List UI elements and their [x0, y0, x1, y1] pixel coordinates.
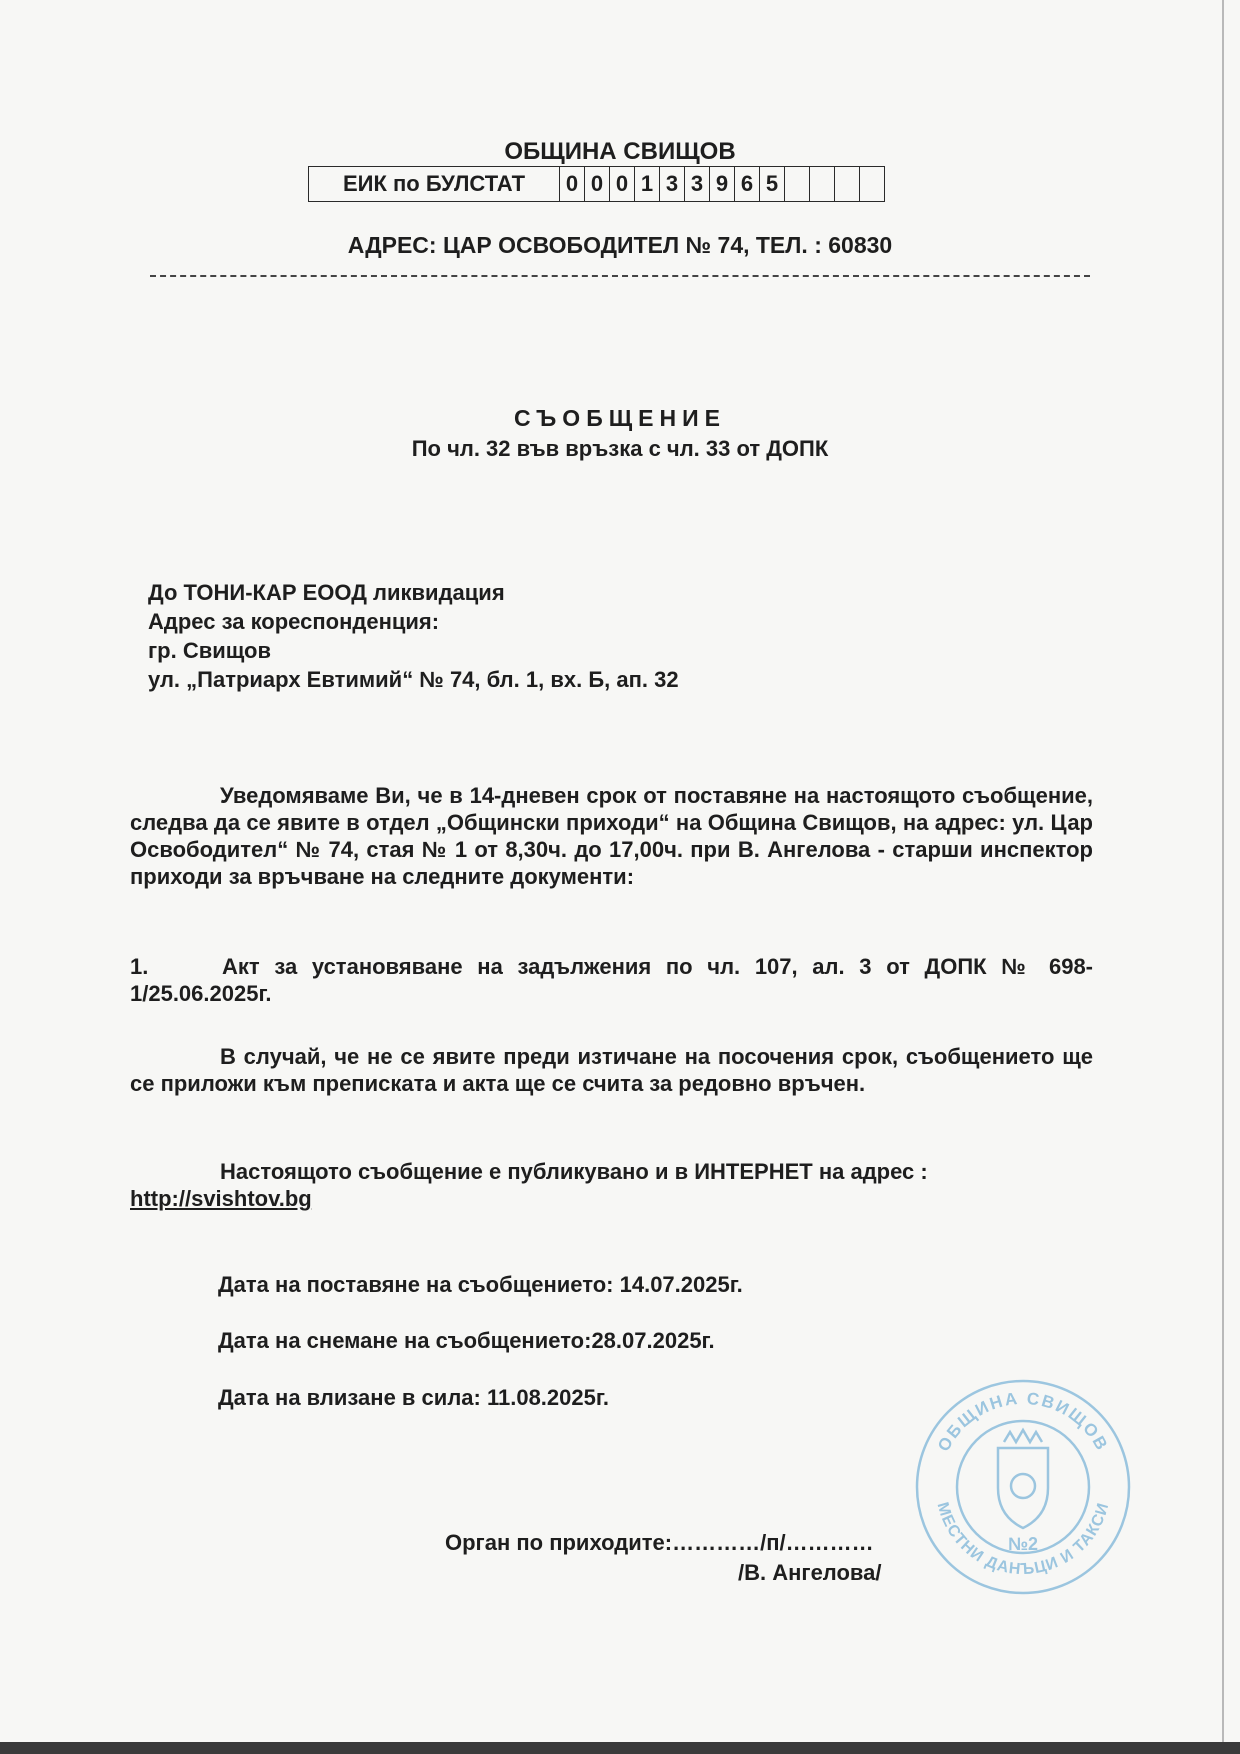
eik-digit: 6	[735, 167, 760, 202]
eik-digit	[835, 167, 860, 202]
publication-text: Настоящото съобщение е публикувано и в ИНТЕРНЕТ на адрес :	[220, 1159, 928, 1184]
signer-name: /В. Ангелова/	[738, 1560, 882, 1585]
document-title: СЪОБЩЕНИЕ	[514, 405, 726, 431]
header-divider	[150, 275, 1090, 277]
header-address: АДРЕС: ЦАР ОСВОБОДИТЕЛ № 74, ТЕЛ. : 60830	[347, 232, 893, 258]
eik-digit	[785, 167, 810, 202]
recipient-address-label: Адрес за кореспонденция:	[148, 609, 440, 634]
svg-text:ОБЩИНА СВИЩОВ: ОБЩИНА СВИЩОВ	[934, 1388, 1113, 1455]
document-list-item	[130, 953, 1093, 1007]
eik-digit: 1	[635, 167, 660, 202]
recipient-city: гр. Свищов	[148, 638, 271, 663]
svg-text:№2: №2	[1007, 1534, 1039, 1554]
eik-digit: 5	[760, 167, 785, 202]
scan-edge-right	[1222, 0, 1224, 1754]
list-item-number: 1.	[130, 954, 149, 979]
eik-digit: 0	[560, 167, 585, 202]
notice-paragraph: Уведомяваме Ви, че в 14-дневен срок от поставяне на настоящото съобщение, следва да се явите в отдел „Общински приходи“ на Община Свищов, на адрес: ул. Цар Освободител“ № 74, стая № 1 от 8,30ч. до 17,00ч. при В. Ангелова - старши инспектор приходи за връчване на следните документи:	[130, 783, 1093, 889]
website-link[interactable]: http://svishtov.bg	[130, 1186, 312, 1211]
eik-label: ЕИК по БУЛСТАТ	[309, 167, 560, 202]
svg-text:МЕСТНИ ДАНЪЦИ И ТАКСИ: МЕСТНИ ДАНЪЦИ И ТАКСИ	[933, 1500, 1113, 1579]
recipient-name: До ТОНИ-КАР ЕООД ликвидация	[148, 580, 505, 605]
org-name: ОБЩИНА СВИЩОВ	[504, 138, 736, 165]
eik-digit: 0	[585, 167, 610, 202]
consequence-paragraph: В случай, че не се явите преди изтичане на посочения срок, съобщението ще се приложи към преписката и акта ще се счита за редовно връчен.	[130, 1044, 1093, 1096]
eik-digit	[860, 167, 885, 202]
effective-date: Дата на влизане в сила: 11.08.2025г.	[218, 1385, 609, 1410]
revenue-authority-signature: Орган по приходите:…………/п/…………	[445, 1530, 874, 1555]
recipient-street: ул. „Патриарх Евтимий“ № 74, бл. 1, вх. Б, ап. 32	[148, 667, 679, 692]
eik-digit: 3	[660, 167, 685, 202]
eik-digit	[810, 167, 835, 202]
document-subtitle: По чл. 32 във връзка с чл. 33 от ДОПК	[411, 436, 829, 461]
eik-table	[308, 166, 885, 202]
eik-digit: 3	[685, 167, 710, 202]
scan-edge-bottom	[0, 1742, 1240, 1754]
posting-date: Дата на поставяне на съобщението: 14.07.2025г.	[218, 1272, 743, 1297]
publication-paragraph	[130, 1158, 1093, 1212]
eik-digit: 0	[610, 167, 635, 202]
list-item-text: Акт за установяване на задължения по чл. 107, ал. 3 от ДОПК № 698-1/25.06.2025г.	[130, 954, 1093, 1006]
eik-digit: 9	[710, 167, 735, 202]
official-stamp	[912, 1376, 1134, 1598]
removal-date: Дата на снемане на съобщението:28.07.2025г.	[218, 1328, 715, 1353]
recipient-block	[148, 578, 679, 694]
